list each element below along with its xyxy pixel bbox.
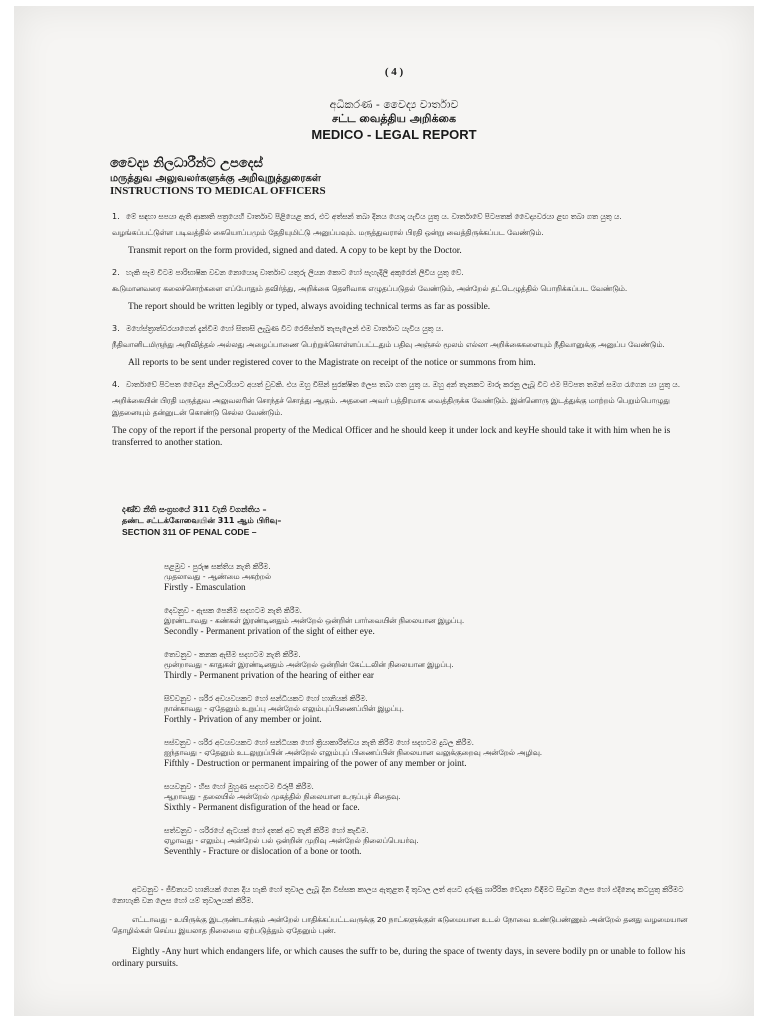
clause-tamil: முதலாவது - ஆண்மை அகற்றல் [164,572,272,581]
clause-tamil: நான்காவது - ஏதேனும் உறுப்பு அன்றேல் எலும்புப்பிணைப்பின் இழப்பு. [164,704,404,713]
eighth-tamil: எட்டாவது - உயிருக்கு இடருண்டாக்கும் அன்றேல் பாதிக்கப்பட்டவருக்கு 20 நாட்களுக்குள் கடுமையான உடல் நோவை உண்டுபண்ணும் அன்றேல் தனது வழமையான தொழில்கள் செய்ய இயலாத நிலைமை ஏற்படுத்தும் ஏதேனும் புண். [112,915,688,935]
clause-sinhala: දෙවනුව - ඇසක පෙනීම සදහටම නැති කිරීම. [164,606,303,615]
clause-sinhala: පළමුව - පුරුෂ සක්තිය නැති කිරීම. [164,562,271,571]
clause-sinhala: සයවනුව - හිස හෝ මුහුණ සදහටම විරූපී කිරීම. [164,782,314,791]
instructions-heading-tamil: மருத்துவ அலுவலர்களுக்கு அறிவுறுத்துரைகள் [110,173,321,184]
clause-english: Secondly - Permanent privation of the sight of either eye. [164,626,375,636]
clause-item [164,562,644,593]
item-sinhala: හැකි සෑම විටම පාරිභාෂික වචන නොයොදා වාර්තාව යතුරු ලියන කොට හෝ පැහැදිලි අකුරෙන් ලිවිය යුතු වේ. [126,268,464,277]
instructions-heading [110,156,670,198]
clause-tamil: இரண்டாவது - கண்கள் இரண்டினதும் அன்றேல் ஒன்றின் பார்வையின் நிலையான இழப்பு. [164,616,465,625]
clause-item [164,650,644,681]
section-tamil: தண்ட சட்டக்கோவையின் 311 ஆம் பிரிவு– [122,516,282,525]
clause-english: Sixthly - Permanent disfiguration of the head or face. [164,802,360,812]
header-tamil: சட்ட வைத்திய அறிக்கை [332,112,456,125]
instructions-heading-sinhala: වෛද්‍ය නිලධාරීන්ට උපදෙස් [110,156,263,171]
clause-tamil: மூன்றாவது - காதுகள் இரண்டினதும் அன்றேல் ஒன்றின் கேட்டலின் நிலையான இழப்பு. [164,660,454,669]
clause-sinhala: සත්වනුව - ශරීරයේ ඇටයක් හෝ දතක් අව තැනී කිරීම හෝ කැඩීම. [164,826,369,835]
instruction-item [112,379,682,449]
item-number: 2. [112,268,120,277]
section-english: SECTION 311 OF PENAL CODE – [122,527,257,537]
instruction-list [112,211,682,459]
clause-sinhala: පස්වනුව - ශරීර අවයවයකට හෝ සන්ධියක හෝ ක්‍රියාකාරීත්වය නැති කිරීම හෝ සදහටම දුබල කිරීම. [164,738,474,747]
clause-item [164,694,644,725]
clause-tamil: ஆறாவது - தலையில் அன்றேல் முகத்தில் நிலையான உருப்புச் சிதைவு. [164,792,401,801]
penal-code-section-heading [122,504,522,538]
clause-eighth [112,884,692,970]
clause-english: Thirdly - Permanent privation of the hearing of either ear [164,670,374,680]
clause-sinhala: තෙවනුව - කනක ඇසීම සදහටම නැති කිරීම. [164,650,301,659]
item-english: Transmit report on the form provided, signed and dated. A copy to be kept by the Doctor. [128,246,462,256]
clause-english: Fifthly - Destruction or permanent impairing of the power of any member or joint. [164,758,467,768]
clause-english: Seventhly - Fracture or dislocation of a bone or tooth. [164,846,362,856]
item-tamil: கூடுமானவரை கலைச்சொற்களை எப்போதும் தவிர்த்து, அறிக்கை தெளிவாக எழுதப்படுதல் வேண்டும், அன்றேல் தட்டெழுத்தில் பொறிக்கப்பட வேண்டும். [112,284,628,293]
header-english: MEDICO - LEGAL REPORT [311,127,477,142]
item-sinhala: වාර්තාවේ පිටපත වෛද්‍ය නිලධාරියාට අයත් වුවකි. එය ඔහු විසින් සුරක්ෂිත ලෙස තබා ගත යුතු ය. ඔහු අන් තැනකට මාරු කරනු ලැබූ විට එම පිටපත තමන් සමග රැගෙන යා යුතු ය. [126,380,681,389]
instruction-item [112,267,682,313]
clause-sinhala: සිව්වනුව - ශරීර අවයවයකට හෝ සන්ධියකට හෝ හානියක් කිරීම. [164,694,368,703]
item-tamil: நீதிவானிடமிருந்து அறிவித்தல் அல்லது அழைப்பாணை பெற்றுக்கொள்ளப்பட்டதும் பதிவு அஞ்சல் மூலம் எல்லா அறிக்கைகளையும் நீதிவானுக்கு அனுப்ப வேண்டும். [112,340,665,349]
document-page [14,6,754,1016]
report-header [14,98,768,144]
item-tamil: அறிக்கையின் பிரதி மருத்துவ அலுவலரின் சொந்தச் சொத்து ஆகும். அதனை அவர் பத்திரமாக வைத்திருக்க வேண்டும். இன்னொரு இடத்துக்கு மாற்றம் பெறும்பொழுது இதனையும் தன்னுடன் கொண்டு செல்ல வேண்டும். [112,396,670,417]
item-number: 4. [112,380,120,389]
clause-tamil: ஐந்தாவது - ஏதேனும் உடலுறுப்பின் அன்றேல் எலும்புப் பிணைப்பின் நிலையான வலுக்குறைவு அன்றேல் அழிவு. [164,748,543,757]
eighth-english: Eightly -Any hurt which endangers life, or which causes the suffr to be, during the space of twenty days, in severe bodily pn or unable to follow his ordinary pursuits. [112,947,686,969]
item-english: All reports to be sent under registered cover to the Magistrate on receipt of the notice or summons from him. [128,358,536,368]
item-number: 1. [112,212,120,221]
item-number: 3. [112,324,120,333]
instruction-item [112,323,682,369]
clause-english: Forthly - Privation of any member or joint. [164,714,322,724]
clause-item [164,782,644,813]
item-english: The copy of the report if the personal property of the Medical Officer and he should keep it under lock and keyHe should take it with him when he is transferred to another station. [112,426,671,448]
instructions-heading-english: INSTRUCTIONS TO MEDICAL OFFICERS [110,185,326,197]
clause-list [164,562,644,870]
item-sinhala: මේ සඳහා සපයා ඇති ආකෘති පත්‍රයෙහි වාර්තාව පිළියෙළ කර, එට අත්සන් තබා දිනය යොදා යැවිය යුතු ය. වාර්තාවේ පිටපතක් වෛද්‍යවරයා ළඟ තබා ගත යුතු ය. [126,212,622,221]
clause-item [164,738,644,769]
page-number: ( 4 ) [384,66,404,78]
clause-item [164,826,644,857]
instruction-item [112,211,682,257]
header-sinhala: අධිකරණ - වෛද්‍ය වාර්තාව [329,98,459,111]
clause-tamil: ஏழாவது - எலும்பு அன்றேல் பல் ஒன்றின் முறிவு அன்றேல் நிலைப்பெயர்வு. [164,836,419,845]
item-sinhala: මහේස්ත්‍රාත්වරයාගෙන් දැන්වීම හෝ සිතාසි ලැබුණ විට රෙජිස්තර් තැපැලෙන් එම වාර්තාව යැවිය යුතු ය. [126,324,444,333]
section-sinhala: දණ්ඩ නීති සංග්‍රහයේ 311 වැනි වගන්තිය – [122,505,267,514]
clause-item [164,606,644,637]
clause-english: Firstly - Emasculation [164,582,246,592]
item-tamil: வழங்கப்பட்டுள்ள படிவத்தில் கையொப்பமும் தேதியுமிட்டு அனுப்பவும். மருத்துவரால் பிரதி ஒன்று வைத்திருக்கப்பட வேண்டும். [112,228,544,237]
item-english: The report should be written legibly or typed, always avoiding technical terms as far as possible. [128,302,491,312]
eighth-sinhala: අටවනුව - ජීවිතයට හානියක් ගෙන දිය හැකි හෝ තුවාල ලැබූ දින විස්සක කාලය ඇතුළත දී තුවාල ලත් අයට දරුණු ශාරීරික වේදනා විඳීමට සිදුවන ලෙස හෝ එදිනෙදා කටයුතු කිරීමට නොහැකි වන ලෙස හෝ යම් තුවාලයක් කිරීම. [112,885,684,905]
